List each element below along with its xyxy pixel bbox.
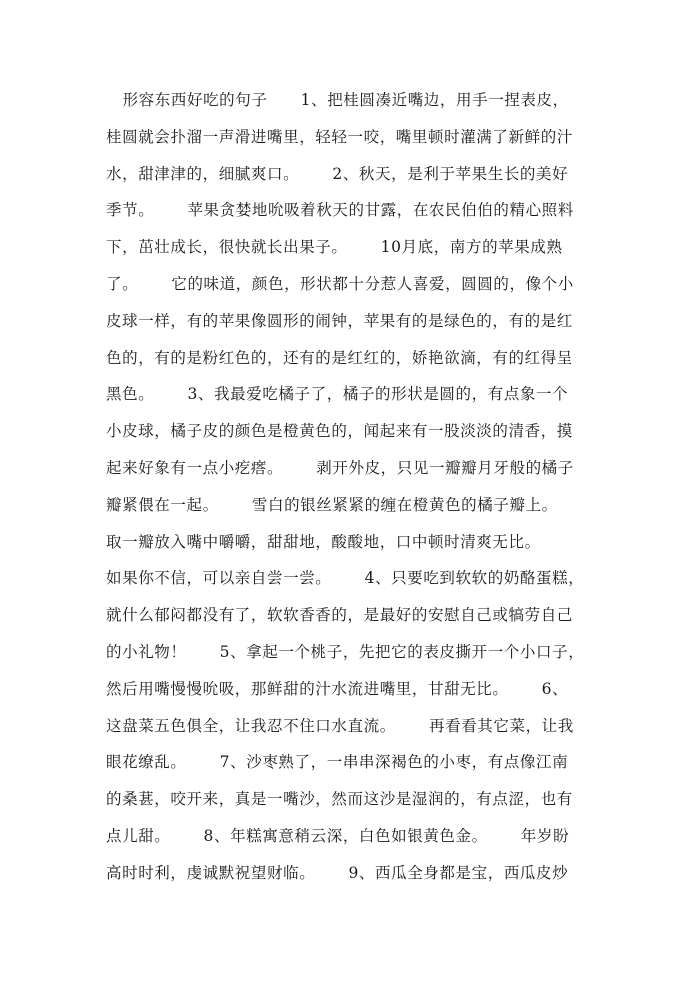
text-line: 水，甜津津的，细腻爽口。 2、秋天，是利于苹果生长的美好 xyxy=(106,164,569,183)
text-line: 皮球一样，有的苹果像圆形的闹钟，苹果有的是绿色的，有的是红 xyxy=(106,311,573,330)
text-line: 取一瓣放入嘴中嚼嚼，甜甜地，酸酸地，口中顿时清爽无比。 xyxy=(106,532,541,551)
text-line: 小皮球，橘子皮的颜色是橙黄色的，闻起来有一股淡淡的清香，摸 xyxy=(106,422,573,441)
text-line: 色的，有的是粉红色的，还有的是红红的，娇艳欲滴，有的红得呈 xyxy=(106,348,573,367)
text-line: 的桑葚，咬开来，真是一嘴沙，然而这沙是湿润的，有点涩，也有 xyxy=(106,790,573,809)
text-line: 高时时利，虔诚默祝望财临。 9、西瓜全身都是宝，西瓜皮炒 xyxy=(106,863,569,882)
text-line: 黑色。 3、我最爱吃橘子了，橘子的形状是圆的，有点象一个 xyxy=(106,385,569,404)
text-line: 的小礼物！ 5、拿起一个桃子，先把它的表皮撕开一个小口子， xyxy=(106,642,585,661)
text-line: 就什么郁闷都没有了，软软香香的，是最好的安慰自己或犒劳自己 xyxy=(106,606,573,625)
text-line: 起来好象有一点小疙瘩。 剥开外皮，只见一瓣瓣月牙般的橘子 xyxy=(106,458,574,477)
text-line: 这盘菜五色俱全，让我忍不住口水直流。 再看看其它菜，让我 xyxy=(106,716,574,735)
article-body xyxy=(106,82,606,892)
text-line: 下，茁壮成长，很快就长出果子。 10月底，南方的苹果成熟 xyxy=(106,238,563,257)
text-line: 了。 它的味道，颜色，形状都十分惹人喜爱，圆圆的，像个小 xyxy=(106,274,574,293)
text-line: 形容东西好吃的句子 1、把桂圆凑近嘴边，用手一捏表皮， xyxy=(106,91,569,109)
text-line: 点儿甜。 8、年糕寓意稍云深，白色如银黄色金。 年岁盼 xyxy=(106,826,570,845)
text-line: 如果你不信，可以亲自尝一尝。 4、只要吃到软软的奶酪蛋糕， xyxy=(106,569,585,588)
text-line: 季节。 苹果贪婪地吮吸着秋天的甘露，在农民伯伯的精心照料 xyxy=(106,201,574,220)
text-line: 然后用嘴慢慢吮吸，那鲜甜的汁水流进嘴里，甘甜无比。 6、 xyxy=(106,679,569,698)
text-line: 桂圆就会扑溜一声滑进嘴里，轻轻一咬，嘴里顿时灌满了新鲜的汁 xyxy=(106,127,573,146)
text-line: 眼花缭乱。 7、沙枣熟了，一串串深褐色的小枣，有点像江南 xyxy=(106,753,569,772)
text-line: 瓣紧偎在一起。 雪白的银丝紧紧的缠在橙黄色的橘子瓣上。 xyxy=(106,495,558,514)
